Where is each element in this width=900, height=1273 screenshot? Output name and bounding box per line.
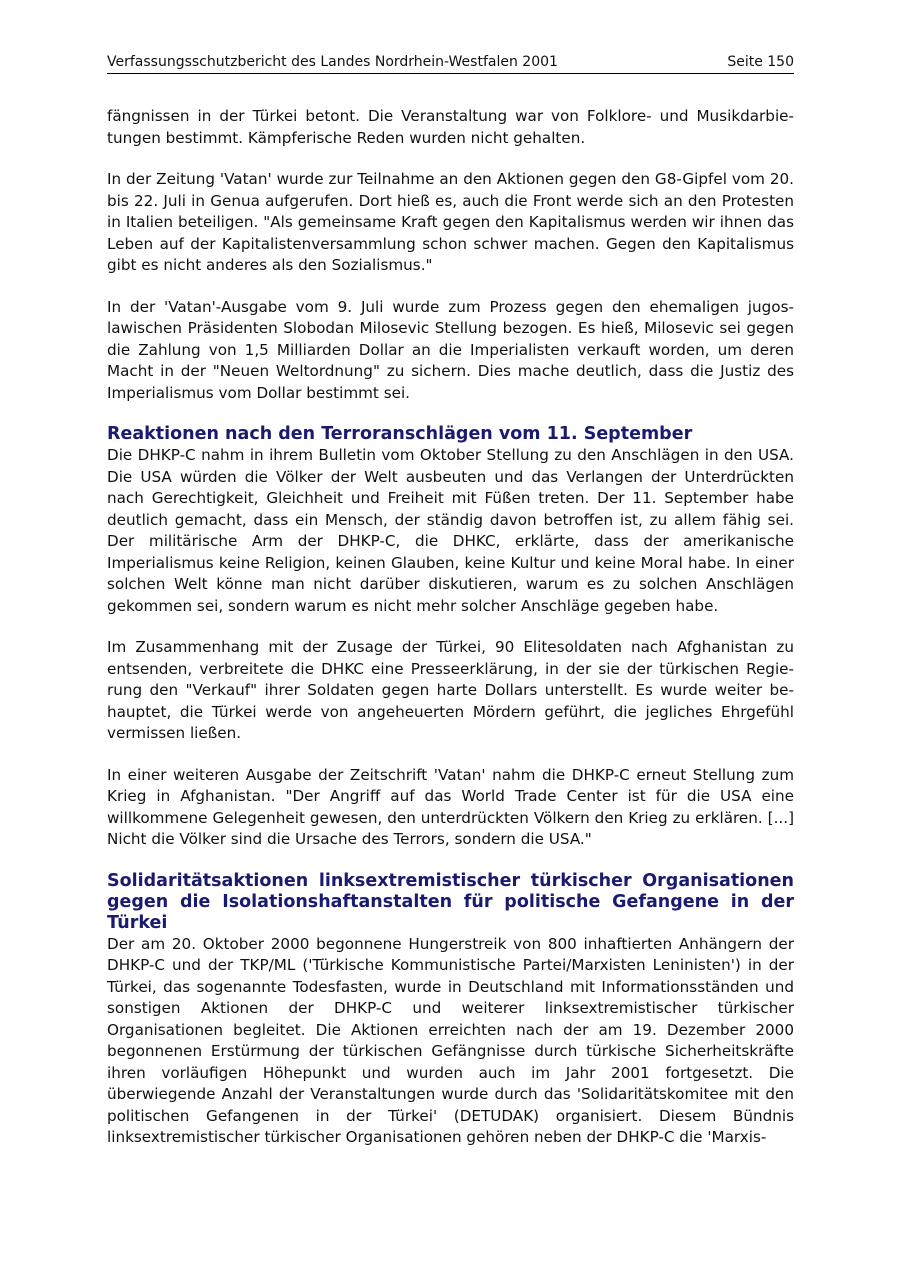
section-heading-1: Reaktionen nach den Terroranschlägen vom 11. September [107, 424, 693, 444]
header-title: Verfassungsschutzbericht des Landes Nordrhein-Westfalen 2001 [107, 54, 558, 70]
page-body [107, 106, 794, 1149]
paragraph-4: Die DHKP-C nahm in ihrem Bulletin vom Oktober Stellung zu den Anschlägen in den USA. Die USA würden die Völker der Welt ausbeuten und das Verlangen der Unterdrückten nach Gerechtigkeit, Gleichheit und Freiheit mit Füßen treten. Der 11. September habe deutlich gemacht, dass ein Mensch, der ständig davon betroffen ist, zu allem fähig sei. Der militärische Arm der DHKP-C, die DHKC, erklärte, dass der amerikanische Imperialismus keine Religion, keinen Glauben, keine Kultur und keine Moral habe. In einer solchen Welt könne man nicht darüber diskutieren, warum es zu solchen Anschlägen gekommen sei, sondern warum es nicht mehr solcher Anschläge gegeben habe. [107, 446, 794, 615]
paragraph-1: fängnissen in der Türkei betont. Die Veranstaltung war von Folklore- und Musikdarbietungen bestimmt. Kämpferische Reden wurden nicht gehalten. [107, 107, 794, 147]
page-number: Seite 150 [727, 54, 794, 70]
paragraph-2: In der Zeitung 'Vatan' wurde zur Teilnahme an den Aktionen gegen den G8-Gipfel vom 20. bis 22. Juli in Genua aufgerufen. Dort hieß es, auch die Front werde sich an den Protesten in Italien beteiligen. "Als gemeinsame Kraft gegen den Kapitalismus werden wir ihnen das Leben auf der Kapitalistenversammlung schon schwer machen. Gegen den Kapitalismus gibt es nicht anderes als den Sozialismus." [107, 170, 794, 274]
paragraph-7: Der am 20. Oktober 2000 begonnene Hungerstreik von 800 inhaftierten Anhängern der DHKP-C und der TKP/ML ('Türkische Kommunistische Partei/Marxisten Leninisten') in der Türkei, das sogenannte Todesfasten, wurde in Deutschland mit Informationsständen und sonstigen Aktionen der DHKP-C und weiterer linksextremistischer türkischer Organisationen begleitet. Die Aktionen erreichten nach der am 19. Dezember 2000 begonnenen Erstürmung der türkischen Gefängnisse durch türkische Sicherheitskräfte ihren vorläufigen Höhepunkt und wurden auch im Jahr 2001 fortgesetzt. Die überwiegende Anzahl der Veranstaltungen wurde durch das 'Solidaritätskomitee mit den politischen Gefangenen in der Türkei' (DETUDAK) organisiert. Diesem Bündnis linksextremistischer türkischer Organisationen gehören neben der DHKP-C die 'Marxis- [107, 934, 794, 1146]
paragraph-5: Im Zusammenhang mit der Zusage der Türkei, 90 Elitesoldaten nach Afghanistan zu entsenden, verbreitete die DHKC eine Presseerklärung, in der sie der türkischen Regierung den "Verkauf" ihrer Soldaten gegen harte Dollars unterstellt. Es wurde weiter behauptet, die Türkei werde von angeheuerten Mördern geführt, die jegliches Ehrgefühl vermissen ließen. [107, 638, 794, 742]
section-heading-2: Solidaritätsaktionen linksextremistischer türkischer Organisationen gegen die Isolationshaftanstalten für politische Gefangene in der Türkei [107, 870, 794, 933]
paragraph-6: In einer weiteren Ausgabe der Zeitschrift 'Vatan' nahm die DHKP-C erneut Stellung zum Krieg in Afghanistan. "Der Angriff auf das World Trade Center ist für die USA eine willkommene Gelegenheit gewesen, den unterdrückten Völkern den Krieg zu erklären. [...] Nicht die Völker sind die Ursache des Terrors, sondern die USA." [107, 765, 794, 848]
page-header [107, 53, 794, 74]
paragraph-3: In der 'Vatan'-Ausgabe vom 9. Juli wurde zum Prozess gegen den ehemaligen jugoslawischen Präsidenten Slobodan Milosevic Stellung bezogen. Es hieß, Milosevic sei gegen die Zahlung von 1,5 Milliarden Dollar an die Imperialisten verkauft worden, um deren Macht in der "Neuen Weltordnung" zu sichern. Dies mache deutlich, dass die Justiz des Imperialismus vom Dollar bestimmt sei. [107, 297, 794, 402]
